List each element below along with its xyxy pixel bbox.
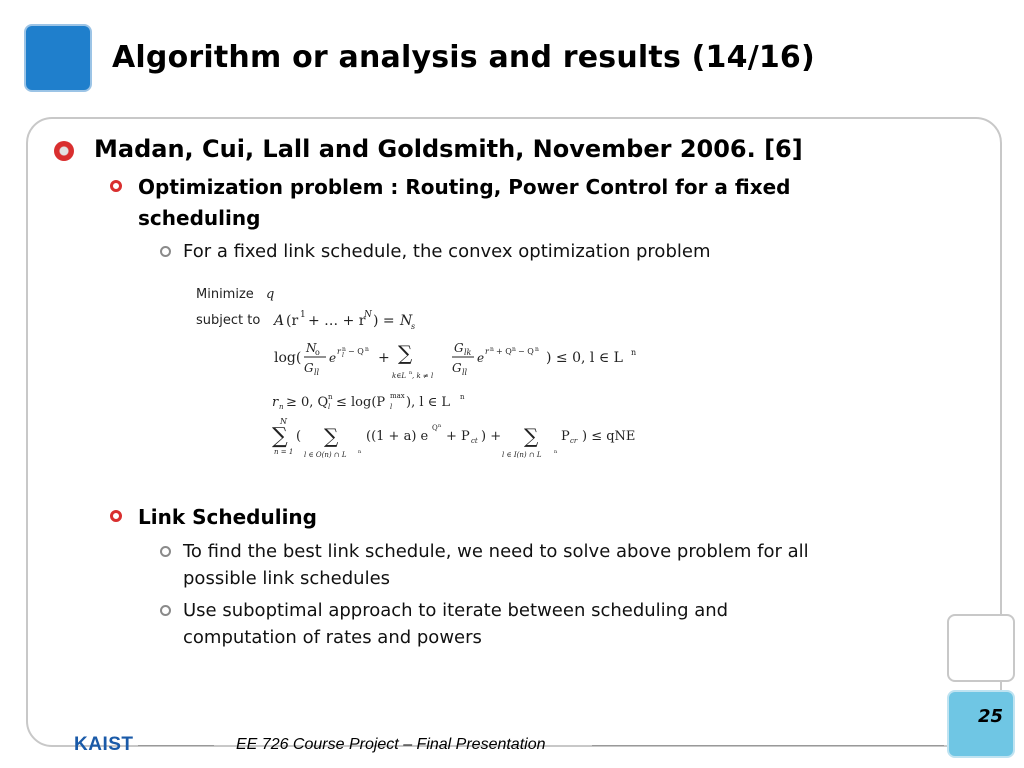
- page-number-box: [947, 690, 1015, 758]
- minimize-variable: q: [266, 287, 275, 302]
- svg-text:N: N: [280, 417, 287, 426]
- svg-text:, k ≠ l: , k ≠ l: [412, 372, 434, 380]
- svg-text:) ≤ 0, l ∈ L: ) ≤ 0, l ∈ L: [546, 350, 623, 366]
- svg-text:N: N: [364, 310, 372, 320]
- svg-text:n: n: [631, 348, 637, 357]
- svg-text:l: l: [342, 352, 344, 359]
- svg-text:e: e: [477, 351, 485, 365]
- svg-text:max: max: [390, 392, 405, 400]
- footer-course-title: EE 726 Course Project – Final Presentation: [236, 736, 546, 753]
- svg-text:1: 1: [300, 310, 306, 320]
- bullet-circle-icon: [54, 141, 74, 161]
- subject-to-label: subject to: [196, 313, 261, 328]
- bullet-ring-icon: [110, 180, 122, 192]
- convex-problem-text: For a fixed link schedule, the convex optimization problem: [183, 241, 711, 262]
- svg-text:) +: ) +: [481, 429, 502, 444]
- svg-text:N: N: [306, 341, 317, 355]
- svg-text:l: l: [390, 403, 393, 411]
- minimize-label: Minimize: [196, 287, 254, 302]
- suboptimal-text-line1: Use suboptimal approach to iterate between scheduling and: [183, 600, 729, 621]
- svg-text:o: o: [315, 348, 320, 357]
- svg-text:G: G: [454, 341, 464, 355]
- svg-text:n: n: [358, 449, 362, 455]
- svg-text:n: n: [512, 346, 516, 353]
- svg-text:G: G: [452, 361, 462, 375]
- svg-text:s: s: [411, 322, 416, 331]
- svg-text:) =: ) =: [373, 313, 395, 329]
- svg-text:((1 + a) e: ((1 + a) e: [366, 429, 429, 444]
- svg-text:+ Q: + Q: [496, 347, 512, 356]
- svg-text:), l ∈ L: ), l ∈ L: [406, 395, 451, 410]
- kaist-logo: KAIST: [74, 734, 134, 755]
- svg-text:∑: ∑: [272, 424, 288, 449]
- svg-text:log(: log(: [274, 350, 302, 366]
- suboptimal-text-line2: computation of rates and powers: [183, 627, 482, 648]
- svg-text:ct: ct: [471, 437, 478, 445]
- link-schedule-text-line1: To find the best link schedule, we need to solve above problem for all: [183, 541, 809, 562]
- svg-text:n: n: [365, 346, 369, 353]
- svg-text:l: l: [328, 403, 331, 411]
- svg-text:ll: ll: [462, 368, 468, 377]
- svg-text:∑: ∑: [398, 341, 413, 365]
- svg-text:≤ log(P: ≤ log(P: [336, 395, 386, 410]
- svg-text:n: n: [279, 403, 284, 411]
- svg-text:r: r: [272, 395, 279, 410]
- title-decoration-square: [24, 24, 92, 92]
- reference-heading: Madan, Cui, Lall and Goldsmith, November 2006. [6]: [94, 135, 803, 163]
- slide-title: Algorithm or analysis and results (14/16): [112, 40, 815, 75]
- svg-text:n: n: [409, 370, 413, 376]
- svg-text:e: e: [329, 351, 337, 365]
- svg-text:r: r: [337, 347, 341, 356]
- svg-text:) ≤ qNE: ) ≤ qNE: [582, 429, 636, 444]
- optimization-heading-line1: Optimization problem : Routing, Power Control for a fixed: [138, 175, 791, 199]
- optimization-formula: [196, 282, 666, 462]
- svg-text:n: n: [554, 449, 558, 455]
- svg-text:− Q: − Q: [518, 347, 534, 356]
- svg-text:n: n: [490, 346, 494, 353]
- svg-text:cr: cr: [570, 437, 578, 445]
- svg-text:(r: (r: [286, 313, 299, 329]
- svg-text:n: n: [328, 393, 333, 401]
- svg-text:A: A: [274, 313, 285, 329]
- footer-divider-right: [592, 745, 944, 746]
- svg-text:l ∈ I(n) ∩ L: l ∈ I(n) ∩ L: [502, 451, 542, 459]
- svg-text:Q: Q: [432, 424, 438, 432]
- svg-text:P: P: [561, 429, 570, 444]
- svg-text:ll: ll: [314, 368, 320, 377]
- bullet-small-ring-icon: [160, 246, 171, 257]
- footer-divider-left: [138, 745, 214, 746]
- bullet-small-ring-icon: [160, 605, 171, 616]
- svg-text:+ … + r: + … + r: [308, 313, 366, 329]
- page-number: 25: [977, 706, 1003, 727]
- svg-text:≥ 0, Q: ≥ 0, Q: [286, 395, 329, 410]
- svg-text:N: N: [400, 313, 413, 329]
- side-decoration-box: [947, 614, 1015, 682]
- svg-text:∑: ∑: [524, 424, 539, 448]
- svg-text:l ∈ O(n) ∩ L: l ∈ O(n) ∩ L: [304, 451, 347, 459]
- svg-text:k∈L: k∈L: [392, 372, 407, 380]
- svg-text:+ P: + P: [446, 429, 470, 444]
- optimization-heading-line2: scheduling: [138, 206, 261, 230]
- svg-text:n: n: [535, 346, 539, 353]
- svg-text:G: G: [304, 361, 314, 375]
- svg-text:n = 1: n = 1: [274, 448, 294, 456]
- svg-text:− Q: − Q: [348, 347, 364, 356]
- link-scheduling-heading: Link Scheduling: [138, 505, 317, 529]
- bullet-ring-icon: [110, 510, 122, 522]
- svg-text:∑: ∑: [324, 424, 339, 448]
- svg-text:n: n: [460, 393, 465, 401]
- bullet-small-ring-icon: [160, 546, 171, 557]
- svg-text:(: (: [296, 429, 302, 444]
- svg-text:n: n: [438, 423, 442, 429]
- svg-text:n: n: [342, 346, 346, 353]
- svg-text:lk: lk: [464, 348, 472, 357]
- link-schedule-text-line2: possible link schedules: [183, 568, 391, 589]
- svg-text:r: r: [485, 347, 489, 356]
- svg-text:+: +: [378, 350, 390, 366]
